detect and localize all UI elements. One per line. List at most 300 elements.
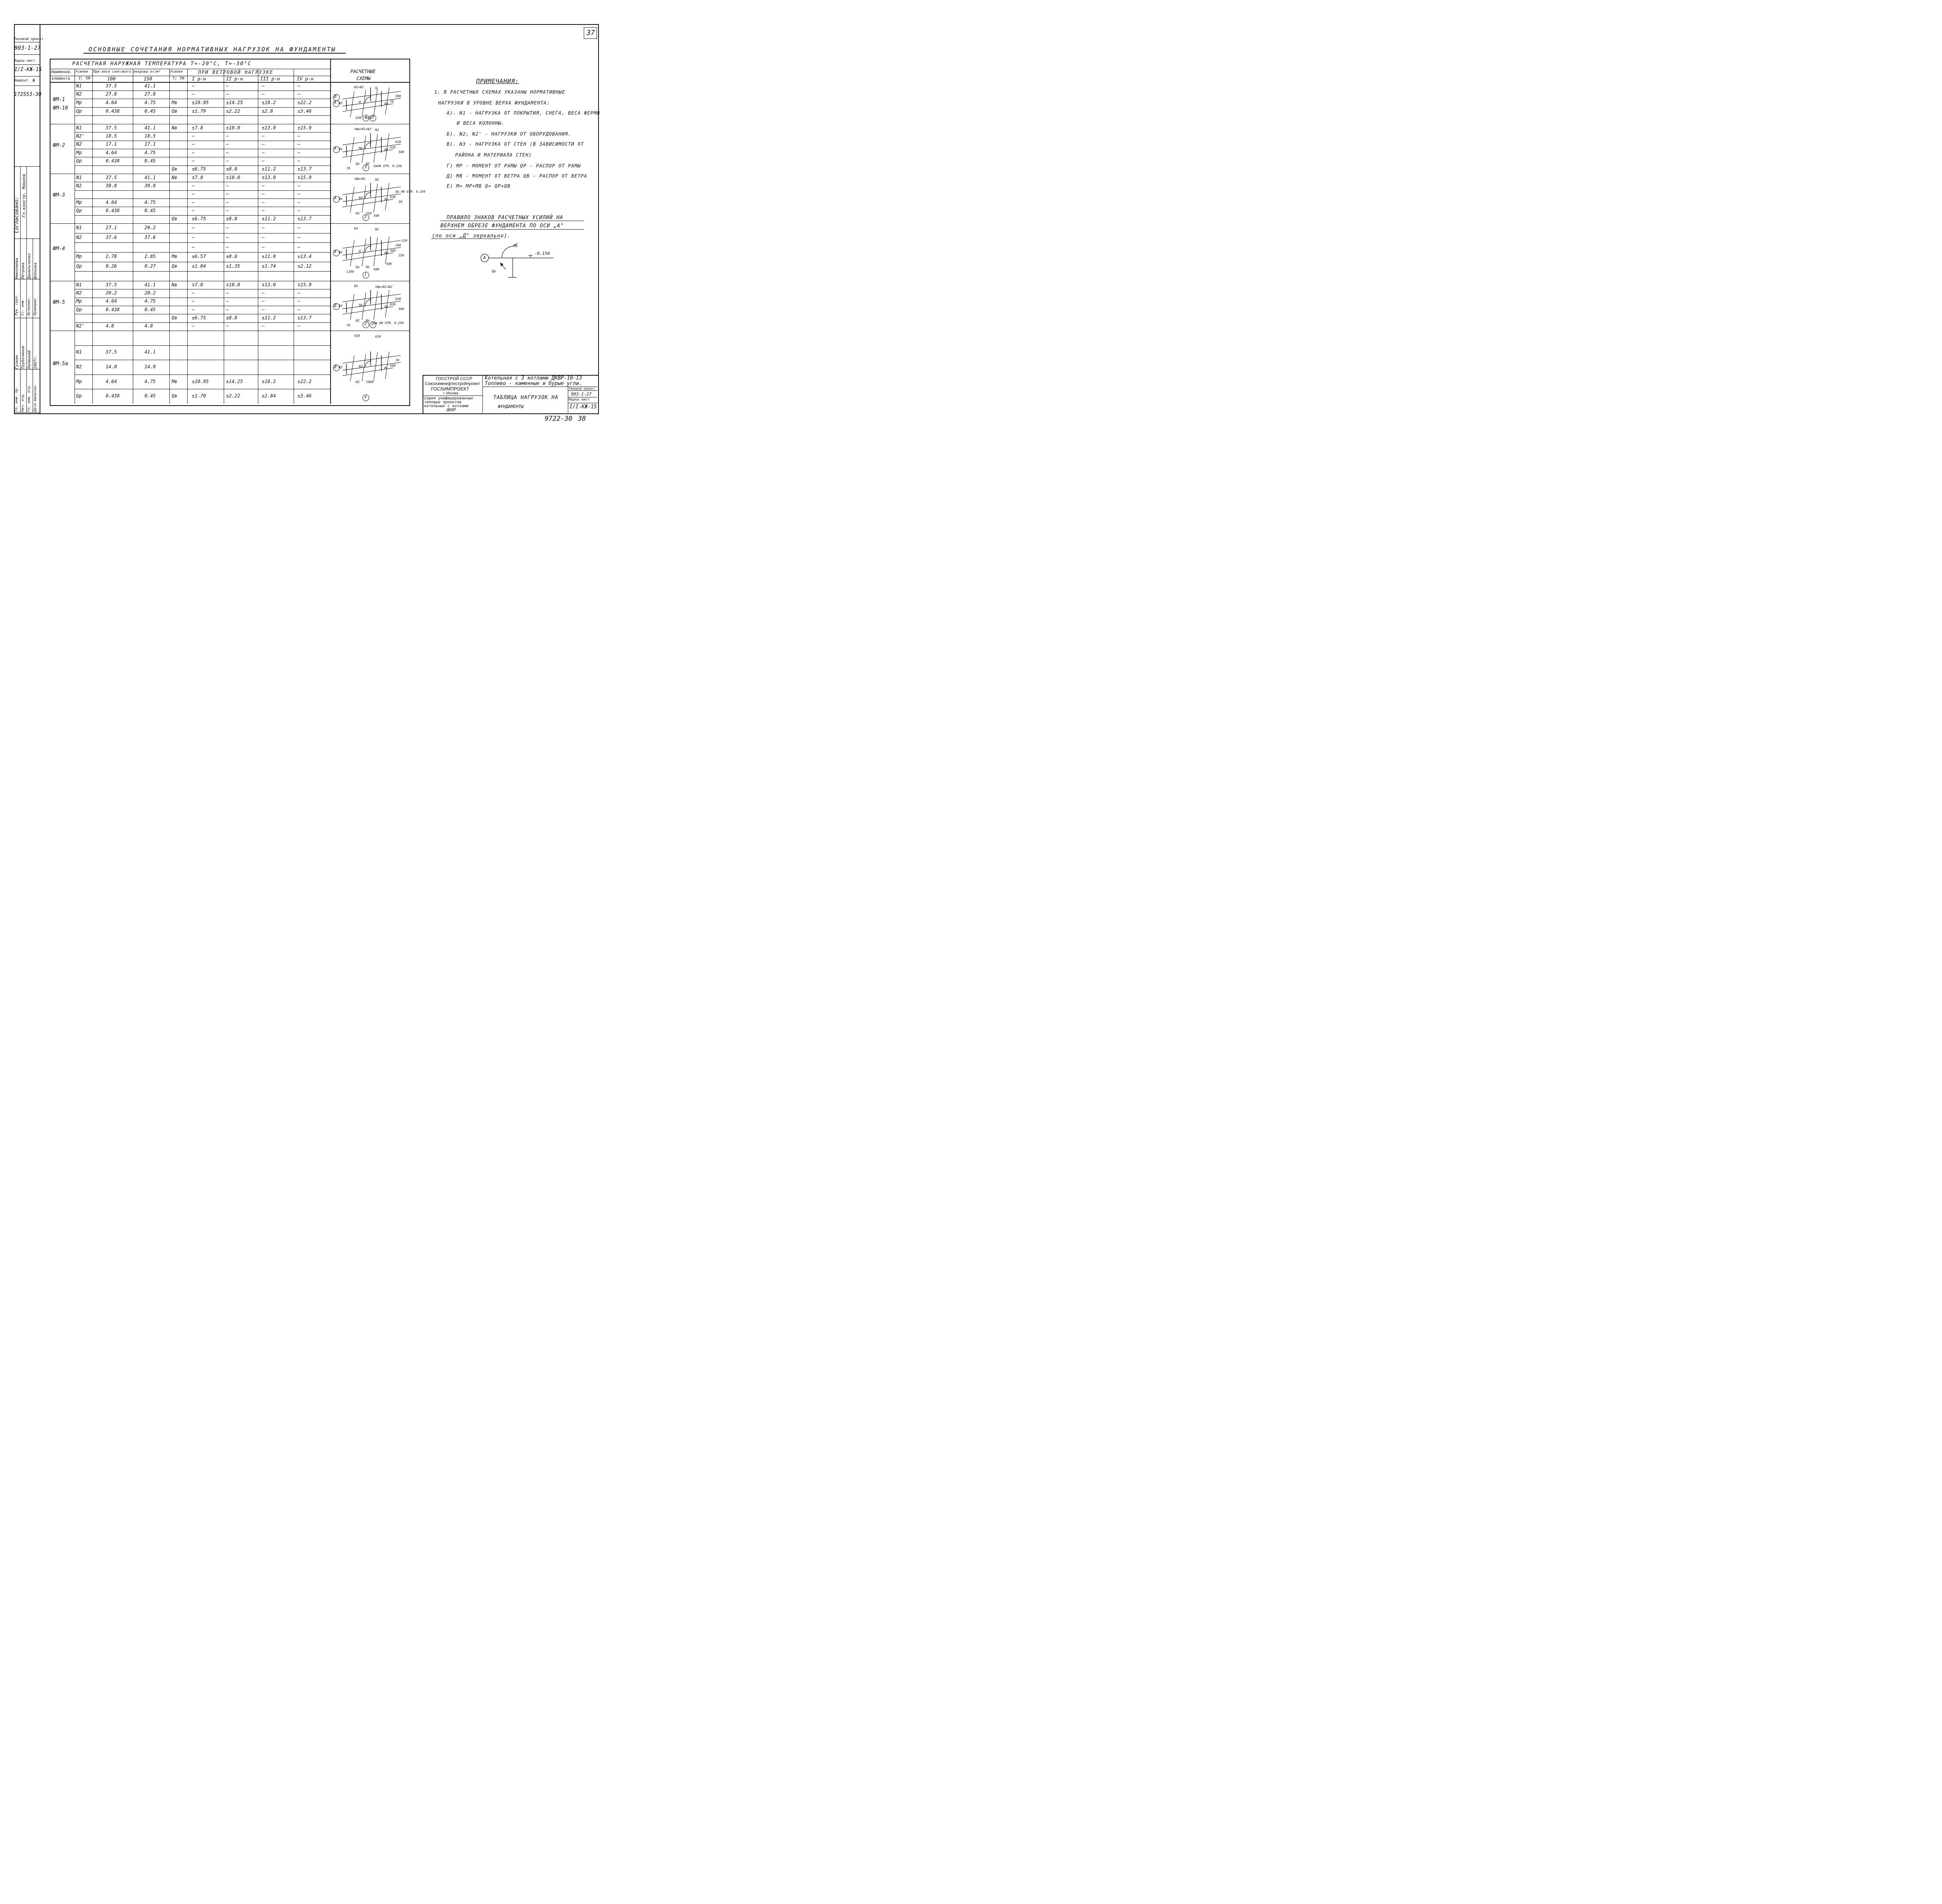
value-150: 29.2 bbox=[144, 225, 156, 231]
wind-value: — bbox=[298, 133, 301, 139]
stamp-series3: котельных с котлами bbox=[424, 404, 469, 408]
note-item: Б). N2; N2' - НАГРУЗКИ ОТ ОБОРУДОВАНИЯ. bbox=[447, 131, 571, 137]
hdr-100: 100 bbox=[107, 76, 116, 82]
force-label: N1 bbox=[76, 174, 82, 180]
group-name2: ФМ-10 bbox=[53, 105, 68, 111]
group-name: ФМ-4 bbox=[53, 246, 65, 252]
value-100: 4.64 bbox=[106, 150, 117, 155]
margin-name: Шпенова bbox=[33, 262, 38, 279]
wind-value: ±2.12 bbox=[298, 263, 312, 269]
margin-name2: Гузкин bbox=[15, 355, 19, 369]
tbl-line bbox=[92, 69, 93, 404]
tbl-line bbox=[187, 69, 188, 404]
value-100: 0.438 bbox=[106, 393, 120, 399]
wind-value: — bbox=[226, 235, 229, 240]
sign-q: Qр bbox=[492, 270, 496, 273]
margin-line bbox=[14, 85, 40, 86]
force-label: N1 bbox=[76, 349, 82, 355]
wind-value: — bbox=[226, 244, 229, 250]
stamp-sheet1: ТАБЛИЦА НАГРУЗОК НА bbox=[493, 395, 559, 401]
wind-value: — bbox=[192, 225, 195, 231]
wind-force-label: Qв bbox=[172, 315, 177, 321]
scheme-label: Q bbox=[375, 86, 377, 90]
group-name: ФМ-5 bbox=[53, 300, 65, 305]
note-item: 1. В РАСЧЕТНЫХ СХЕМАХ УКАЗАНЫ НОРМАТИВНЫЕ bbox=[434, 89, 566, 95]
hdr-temp: РАСЧЕТНАЯ НАРУЖНАЯ ТЕМПЕРАТУРА T=-20°C, T=-30°C bbox=[72, 61, 252, 67]
wind-value: — bbox=[298, 158, 301, 164]
hdr-force2: Усилия bbox=[170, 70, 183, 74]
scheme-label: 630 bbox=[390, 195, 396, 199]
wind-value: — bbox=[192, 307, 195, 312]
wind-value: ±13.7 bbox=[298, 216, 312, 222]
wind-value: — bbox=[298, 244, 301, 250]
hdr-force2-u: Т; ТМ bbox=[172, 77, 184, 81]
wind-value: — bbox=[262, 208, 265, 213]
wind-value: — bbox=[226, 298, 229, 304]
scheme-label: N3 bbox=[339, 101, 343, 105]
margin-line bbox=[20, 239, 21, 413]
stamp-org4: г. Москва bbox=[444, 391, 458, 395]
title-underline bbox=[84, 53, 346, 54]
scheme-label: Qр bbox=[356, 162, 360, 165]
notes-heading: ПРИМЕЧАНИЯ: bbox=[476, 78, 519, 85]
scheme-drawing bbox=[331, 332, 409, 402]
scheme-label: 200 bbox=[395, 244, 401, 247]
wind-value: — bbox=[226, 191, 229, 197]
force-label: N2 bbox=[76, 235, 82, 240]
wind-value: ±13.0 bbox=[262, 125, 276, 131]
wind-force-label: Qв bbox=[172, 393, 177, 399]
wind-value: — bbox=[192, 83, 195, 89]
scheme-label: N3 bbox=[385, 251, 388, 255]
value-100: 2.78 bbox=[106, 254, 117, 260]
scheme-label: N1 bbox=[375, 228, 379, 231]
sign-axis: А bbox=[483, 255, 486, 260]
margin-tp: 903-1-27 bbox=[14, 45, 41, 51]
scheme-label: N3 bbox=[385, 148, 388, 152]
value-150: 2.85 bbox=[144, 254, 156, 260]
margin-album: I/I-КЖ-15 bbox=[14, 67, 42, 73]
wind-value: — bbox=[192, 150, 195, 155]
margin-role: Рук. груп. bbox=[15, 294, 19, 315]
force-label: Qр bbox=[76, 208, 82, 213]
value-150: 18.5 bbox=[144, 133, 156, 139]
wind-value: — bbox=[298, 141, 301, 147]
scheme-label: ∓Nв+N1+N2' bbox=[375, 285, 394, 289]
wind-value: — bbox=[298, 307, 301, 312]
margin-agreed-text: Гл.констр. Макеев bbox=[21, 174, 26, 218]
tbl-line bbox=[75, 271, 330, 272]
value-150: 41.1 bbox=[144, 83, 156, 89]
scheme-label: Mр bbox=[359, 146, 363, 150]
stamp-project1: Котельная с 3 котлами ДКВР-10-13 bbox=[485, 375, 582, 381]
wind-value: — bbox=[226, 133, 229, 139]
hdr-wind: ПРИ ВЕТРОВОЙ НАГРУЗКЕ bbox=[198, 70, 273, 75]
scheme-axis: А bbox=[334, 250, 337, 254]
scheme-label: 630 bbox=[390, 303, 396, 306]
tbl-line bbox=[75, 322, 330, 323]
wind-value: ∓13.0 bbox=[262, 282, 276, 287]
margin-name: Петрова bbox=[21, 262, 25, 279]
wind-value: — bbox=[262, 133, 265, 139]
value-100: 27.1 bbox=[106, 225, 117, 231]
margin-inventory: 172553-30 bbox=[14, 92, 42, 98]
value-100: 0.438 bbox=[106, 208, 120, 213]
wind-value: — bbox=[262, 158, 265, 164]
margin-name: Данильченко bbox=[27, 253, 31, 279]
margin-role: Ст. инж. bbox=[21, 298, 25, 315]
scheme-axis: Д bbox=[334, 365, 337, 369]
scheme-label: N3 bbox=[339, 366, 343, 369]
force-label: N1 bbox=[76, 83, 82, 89]
wind-value: ±8.8 bbox=[226, 216, 237, 222]
value-100: 4.64 bbox=[106, 378, 117, 384]
scheme-label: N3 bbox=[339, 304, 343, 308]
scheme-label: N2 bbox=[356, 380, 360, 384]
scheme-label: 70 bbox=[346, 167, 350, 170]
value-150: 41.1 bbox=[144, 174, 156, 180]
value-150: 39.8 bbox=[144, 183, 156, 188]
scheme-label: 30 bbox=[398, 200, 402, 204]
scheme-axis: А bbox=[334, 101, 337, 105]
wind-value: — bbox=[192, 290, 195, 296]
wind-value: ±13.4 bbox=[298, 254, 312, 260]
hdr-name: Наименов. bbox=[51, 70, 73, 74]
hdr-force: Усилия bbox=[75, 70, 88, 74]
margin-inv-label: Инвент. № bbox=[14, 78, 35, 83]
tbl-line bbox=[75, 190, 330, 191]
stamp-series1: Серия унифицированных bbox=[424, 396, 473, 401]
force-label: N2 bbox=[76, 183, 82, 188]
value-100: 39.8 bbox=[106, 183, 117, 188]
sign-mark: -0.150 bbox=[534, 251, 550, 256]
wind-value: — bbox=[298, 83, 301, 89]
scheme-label: Qв bbox=[385, 305, 388, 308]
wind-value: — bbox=[226, 183, 229, 188]
wind-value: — bbox=[262, 290, 265, 296]
force-label: N2 bbox=[76, 290, 82, 296]
value-150: 0.45 bbox=[144, 108, 156, 114]
note-item: В). N3 - НАГРУЗКА ОТ СТЕН (В ЗАВИСИМОСТИ ОТ bbox=[447, 141, 584, 147]
wind-value: — bbox=[226, 83, 229, 89]
wind-value: — bbox=[262, 83, 265, 89]
value-100: 4.64 bbox=[106, 298, 117, 304]
force-label: Mр bbox=[76, 199, 82, 205]
scheme-label: M bbox=[359, 101, 361, 104]
scheme-label: N3 bbox=[354, 284, 358, 288]
note-item: И ВЕСА КОЛОННЫ. bbox=[457, 120, 505, 126]
wind-value: — bbox=[192, 133, 195, 139]
value-150: 41.1 bbox=[144, 282, 156, 287]
value-100: 20.2 bbox=[106, 290, 117, 296]
wind-force-label: Mв bbox=[172, 254, 177, 260]
wind-value: ±2.8 bbox=[262, 108, 273, 114]
scheme-label: 220 bbox=[402, 239, 407, 242]
sheet-title: ОСНОВНЫЕ СОЧЕТАНИЯ НОРМАТИВНЫХ НАГРУЗОК НА ФУНДАМЕНТЫ bbox=[89, 46, 336, 53]
wind-value: — bbox=[262, 307, 265, 312]
wind-value: — bbox=[226, 307, 229, 312]
group-name: ФМ-1 bbox=[53, 97, 65, 103]
wind-value: — bbox=[262, 141, 265, 147]
stamp-line bbox=[482, 375, 483, 413]
wind-value: ∓10.0 bbox=[226, 174, 240, 180]
scheme-label: 500 bbox=[386, 262, 392, 266]
margin-name2: Трубочинов bbox=[21, 345, 25, 369]
scheme-label: QвНА ОТМ. 0.250 bbox=[374, 164, 402, 168]
wind-value: ±15.9 bbox=[298, 125, 312, 131]
note-item: Д) MВ - МОМЕНТ ОТ ВЕТРА QВ - РАСПОР ОТ ВЕТРА bbox=[447, 173, 587, 179]
force-label: Mр bbox=[76, 150, 82, 155]
wind-value: ±18.2 bbox=[262, 378, 276, 384]
wind-value: ∓15.9 bbox=[298, 282, 312, 287]
scheme-axis: Д bbox=[334, 94, 337, 99]
value-150: 14.0 bbox=[144, 364, 156, 369]
wind-value: — bbox=[226, 199, 229, 205]
value-150: 37.6 bbox=[144, 235, 156, 240]
margin-role2: Нач. отд. bbox=[21, 393, 25, 412]
wind-value: ±2.22 bbox=[226, 108, 240, 114]
stamp-tp-label: Типовой проект bbox=[569, 387, 595, 390]
note-item: А). N1 - НАГРУЗКА ОТ ПОКРЫТИЯ, СНЕГА, ВЕСА ФЕРМЫ bbox=[447, 110, 600, 116]
wind-value: ±1.70 bbox=[192, 393, 206, 399]
force-label: Qр bbox=[76, 393, 82, 399]
hdr-schemes2: СХЕМЫ bbox=[357, 76, 371, 81]
wind-value: ±13.7 bbox=[298, 315, 312, 321]
scheme-label: N3 bbox=[385, 102, 388, 106]
wind-force-label: Nв bbox=[172, 125, 177, 131]
tbl-line bbox=[169, 69, 170, 404]
wind-value: — bbox=[226, 290, 229, 296]
hdr-force-u: Т; ТМ bbox=[78, 77, 90, 81]
scheme-label: 500 bbox=[390, 364, 396, 368]
scheme-label: N2 bbox=[356, 319, 360, 322]
value-150: 0.45 bbox=[144, 208, 156, 213]
hdr-snow: При весе снегового покрова кг/м² bbox=[93, 70, 161, 74]
value-100: 4.64 bbox=[106, 199, 117, 205]
scheme-label: 70 bbox=[346, 324, 350, 327]
scheme-num: 2 bbox=[364, 215, 367, 219]
note-item: РАЙОНА И МАТЕРИАЛА СТЕН) bbox=[455, 152, 532, 158]
scheme-drawing bbox=[331, 225, 409, 280]
force-label: N2 bbox=[76, 364, 82, 369]
wind-force-label: Qв bbox=[172, 216, 177, 222]
margin-line bbox=[26, 166, 27, 239]
value-150: 17.1 bbox=[144, 141, 156, 147]
force-label: N1 bbox=[76, 225, 82, 231]
wind-value: — bbox=[192, 158, 195, 164]
scheme-label: 630 bbox=[395, 140, 401, 144]
force-label: Mр bbox=[76, 254, 82, 260]
scheme-label: Qр bbox=[356, 265, 360, 269]
wind-value: — bbox=[262, 91, 265, 97]
value-150: 27.8 bbox=[144, 91, 156, 97]
wind-value: — bbox=[192, 91, 195, 97]
margin-role2: Дата выпуска: bbox=[33, 384, 37, 412]
note-item: Г) MР - МОМЕНТ ОТ РАМЫ QР - РАСПОР ОТ РАМЫ bbox=[447, 163, 581, 169]
scheme-label: 630 bbox=[366, 116, 372, 120]
wind-value: ∓7.8 bbox=[192, 174, 203, 180]
wind-value: ∓7.8 bbox=[192, 282, 203, 287]
scheme-label: N3 bbox=[359, 196, 363, 200]
scheme-label: 360 bbox=[390, 249, 396, 253]
group-name: ФМ-5а bbox=[53, 361, 68, 367]
wind-value: ±11.2 bbox=[262, 315, 276, 321]
note-item: НАГРУЗКИ В УРОВНЕ ВЕРХА ФУНДАМЕНТА: bbox=[438, 100, 550, 106]
scheme-num: 2 bbox=[364, 322, 367, 326]
tbl-line bbox=[75, 115, 330, 116]
margin-role: Проверил bbox=[33, 298, 37, 315]
scheme-label: 630 bbox=[356, 116, 362, 120]
wind-value: — bbox=[226, 323, 229, 329]
wind-value: — bbox=[298, 183, 301, 188]
doc-code-bottom: 9722-30 bbox=[545, 415, 573, 423]
force-label: N2 bbox=[76, 141, 82, 147]
margin-line bbox=[26, 239, 27, 413]
scheme-label: N2 bbox=[375, 128, 379, 132]
stamp-mark: I/I-КЖ-15 bbox=[569, 404, 597, 410]
force-label: Qр bbox=[76, 158, 82, 164]
scheme-label: 70 bbox=[395, 359, 399, 362]
wind-value: — bbox=[298, 191, 301, 197]
page-number-bottom: 38 bbox=[578, 415, 586, 423]
hdr-w2: II р-н bbox=[226, 76, 243, 82]
scheme-label: N3 bbox=[356, 212, 360, 215]
hdr-schemes: РАСЧЕТНЫЕ bbox=[350, 69, 376, 74]
force-label: Mр bbox=[76, 100, 82, 105]
scheme-label: 630 bbox=[354, 334, 360, 338]
wind-value: ±10.95 bbox=[192, 100, 209, 105]
wind-value: — bbox=[262, 235, 265, 240]
scheme-label: 1000 bbox=[366, 380, 374, 384]
value-150: 4.75 bbox=[144, 199, 156, 205]
tbl-line bbox=[75, 107, 330, 108]
wind-force-label: Nв bbox=[172, 282, 177, 287]
wind-value: — bbox=[262, 191, 265, 197]
scheme-num: 4 bbox=[364, 395, 367, 399]
sign-m: Mр bbox=[513, 244, 518, 248]
wind-value: ±11.2 bbox=[262, 166, 276, 172]
wind-value: ±1.79 bbox=[192, 108, 206, 114]
scheme-label: 500 bbox=[398, 150, 404, 154]
tbl-line bbox=[50, 82, 409, 83]
value-150: 41.1 bbox=[144, 349, 156, 355]
margin-line bbox=[20, 166, 21, 239]
wind-value: — bbox=[226, 225, 229, 231]
wind-value: ±11.0 bbox=[262, 254, 276, 260]
scheme-label: N3 bbox=[354, 227, 358, 230]
wind-value: — bbox=[262, 183, 265, 188]
wind-value: — bbox=[262, 150, 265, 155]
scheme-label: Qр bbox=[359, 303, 363, 307]
value-150: 0.45 bbox=[144, 158, 156, 164]
wind-value: — bbox=[262, 199, 265, 205]
margin-line bbox=[14, 64, 40, 65]
margin-line bbox=[14, 76, 40, 77]
scheme-label: N3 bbox=[359, 365, 363, 368]
value-100: 37.6 bbox=[106, 235, 117, 240]
margin-tp-label: Типовой проект bbox=[14, 37, 44, 41]
force-label: N2' bbox=[76, 133, 85, 139]
scheme-num: 3 bbox=[364, 165, 367, 169]
value-100: 37.5 bbox=[106, 282, 117, 287]
hdr-w3: III р-н bbox=[260, 76, 280, 82]
wind-value: ±18.2 bbox=[262, 100, 276, 105]
page-number: 37 bbox=[586, 29, 595, 37]
wind-value: — bbox=[298, 199, 301, 205]
value-150: 4.75 bbox=[144, 150, 156, 155]
scheme-label: 750 bbox=[366, 212, 372, 215]
margin-role2: Гл. инж. пр. bbox=[15, 386, 19, 412]
wind-value: ±1.74 bbox=[262, 263, 276, 269]
hdr-w1: I р-н bbox=[192, 76, 206, 82]
wind-value: — bbox=[298, 235, 301, 240]
tbl-line bbox=[75, 345, 330, 346]
value-100: 0.438 bbox=[106, 108, 120, 114]
stamp-project2: Топливо - каменные и бурые угли. bbox=[485, 381, 582, 387]
scheme-label: N3 bbox=[366, 265, 370, 269]
wind-value: — bbox=[298, 225, 301, 231]
value-150: 0.27 bbox=[144, 263, 156, 269]
value-150: 4.75 bbox=[144, 100, 156, 105]
sign-rule-3: (по оси „Д" зеркально). bbox=[432, 233, 511, 239]
wind-value: — bbox=[192, 183, 195, 188]
stamp-org2: Союзхимнефтестройпроект bbox=[425, 381, 480, 386]
margin-role: Исполнит. bbox=[27, 296, 31, 315]
value-100: 37.5 bbox=[106, 174, 117, 180]
force-label: Qр bbox=[76, 263, 82, 269]
value-100: 37.5 bbox=[106, 125, 117, 131]
scheme-label: 600 bbox=[374, 268, 379, 271]
value-100: 14.0 bbox=[106, 364, 117, 369]
value-100: 4.8 bbox=[106, 323, 114, 329]
wind-value: — bbox=[226, 91, 229, 97]
value-150: 41.1 bbox=[144, 125, 156, 131]
stamp-sheet2: ФУНДАМЕНТЫ bbox=[498, 404, 524, 409]
value-100: 27.8 bbox=[106, 91, 117, 97]
wind-value: ±2.22 bbox=[226, 393, 240, 399]
wind-value: — bbox=[226, 158, 229, 164]
wind-value: ±6.75 bbox=[192, 166, 206, 172]
stamp-line bbox=[423, 395, 482, 396]
force-label: Mр bbox=[76, 378, 82, 384]
scheme-axis: Д bbox=[334, 303, 337, 308]
scheme-label: M bbox=[385, 366, 386, 370]
wind-value: — bbox=[262, 323, 265, 329]
force-label: Qр bbox=[76, 108, 82, 114]
tbl-line bbox=[50, 223, 409, 224]
margin-role2: Гл. инж. отд. bbox=[27, 384, 31, 412]
wind-value: — bbox=[298, 91, 301, 97]
stamp-org3: ГОСХИМПРОЕКТ bbox=[431, 386, 469, 392]
wind-value: — bbox=[192, 208, 195, 213]
tbl-line bbox=[75, 242, 330, 243]
wind-force-label: Qв bbox=[172, 263, 177, 269]
scheme-label: N1+N2 bbox=[354, 85, 364, 89]
value-150: 4.75 bbox=[144, 298, 156, 304]
scheme-label: 630 bbox=[375, 335, 381, 338]
stamp-mark-label: Марка лист bbox=[569, 398, 590, 402]
group-name: ФМ-2 bbox=[53, 143, 65, 148]
scheme-label: Qв bbox=[339, 147, 343, 151]
force-label: N1 bbox=[76, 125, 82, 131]
scheme-num: 4 bbox=[364, 115, 367, 120]
force-label: N1 bbox=[76, 282, 82, 287]
value-150: 4.8 bbox=[144, 323, 153, 329]
stamp-line bbox=[568, 390, 597, 391]
scheme-label: ∓Nв+N1 bbox=[354, 177, 365, 181]
wind-value: ±1.04 bbox=[192, 263, 206, 269]
margin-album-label: Марка лист bbox=[14, 59, 35, 63]
